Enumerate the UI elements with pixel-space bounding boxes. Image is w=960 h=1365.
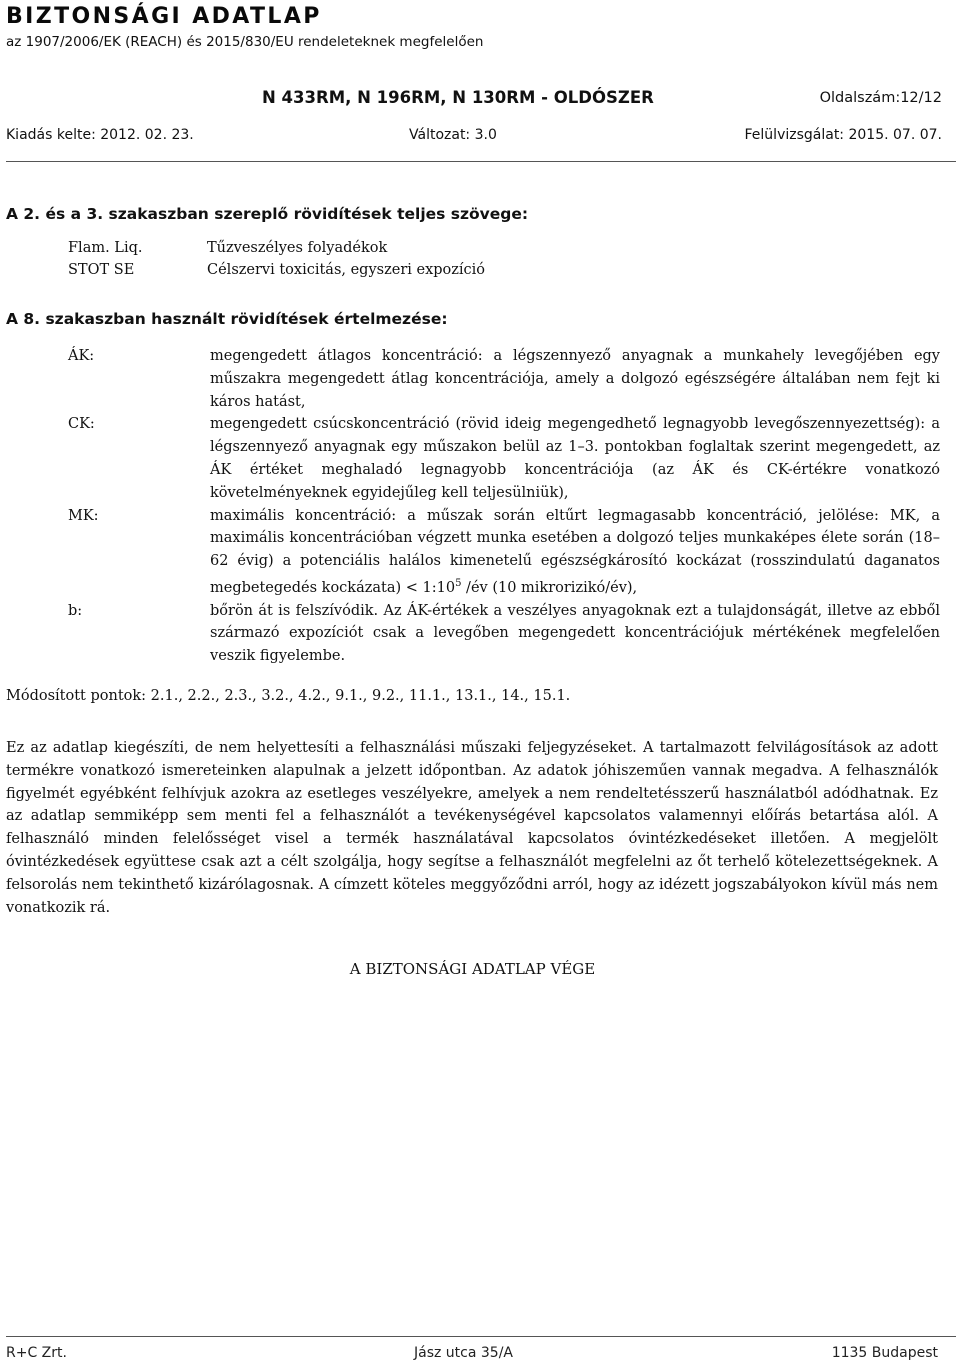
abbreviation-text: Célszervi toxicitás, egyszeri expozíció (207, 262, 486, 278)
issue-date: Kiadás kelte: 2012. 02. 23. (6, 127, 194, 143)
definition-term: MK: (68, 507, 99, 524)
header-divider (6, 161, 956, 162)
definition-row (68, 600, 940, 668)
definition-text: megengedett átlagos koncentráció: a légszennyező anyagnak a munkahely levegőjében egy műszakra megengedett átlag koncentrációja, amely a dolgozó egészségére általában nem fejt ki káros hatást, (210, 348, 940, 410)
abbreviation-term: STOT SE (68, 262, 135, 278)
footer-city: 1135 Budapest (831, 1345, 938, 1361)
definition-row (68, 505, 940, 600)
abbreviation-row (68, 237, 485, 259)
document-subtitle: az 1907/2006/EK (REACH) és 2015/830/EU rendeleteknek megfelelően (6, 34, 484, 50)
definitions-heading: A 8. szakaszban használt rövidítések értelmezése: (6, 310, 448, 328)
footer-company: R+C Zrt. (6, 1345, 67, 1361)
definitions-list (68, 345, 940, 668)
abbreviation-term: Flam. Liq. (68, 240, 143, 256)
definition-text-tail: /év (10 mikrorizikó/év), (461, 579, 638, 596)
page-number: Oldalszám:12/12 (819, 90, 942, 106)
version: Változat: 3.0 (409, 127, 497, 143)
definition-term: b: (68, 602, 83, 619)
abbreviation-text: Tűzveszélyes folyadékok (207, 240, 388, 256)
definition-text-main: maximális koncentráció: a műszak során eltűrt legmagasabb koncentráció, jelölése: MK, a maximális koncentrációban végzett munka esetében a dolgozó teljes munkaképes élete során (18–62 évig) a potenciális halálos kimenetelű egészségkárosító kockázat (rosszindulatú daganatos megbetegedés kockázata) < 1:10 (210, 507, 940, 596)
exponent: 5 (455, 577, 462, 589)
disclaimer-paragraph: Ez az adatlap kiegészíti, de nem helyettesíti a felhasználási műszaki feljegyzéseket. A tartalmazott felvilágosítások az adott termékre vonatkozó ismereteinken alapulnak a jelzett időpontban. Az adatok jóhiszeműen vannak megadva. A felhasználók figyelmét egyébként felhívjuk azokra az esetleges veszélyekre, amelyek a nem rendeltetésszerű használatból adódhatnak. Ez az adatlap semmiképp sem menti fel a felhasználót a tevékenységével kapcsolatos valamennyi előírás betartása alól. A felhasználó minden felelősséget visel a termék használatával kapcsolatos óvintézkedéseket illetően. A megjelölt óvintézkedések együttese csak azt a célt szolgálja, hogy segítse a felhasználót megfelelni az őt terhelő kötelezettségeknek. A felsorolás nem tekinthető kizárólagosnak. A címzett köteles meggyőződni arról, hogy az idézett jogszabályokon kívül más nem vonatkozik rá. (6, 740, 938, 916)
footer-address: Jász utca 35/A (414, 1345, 513, 1361)
abbreviations-heading: A 2. és a 3. szakaszban szereplő rövidítések teljes szövege: (6, 205, 529, 223)
definition-text: bőrön át is felszívódik. Az ÁK-értékek a veszélyes anyagoknak ezt a tulajdonságát, illetve az ebből származó expozíciót csak a levegőben megengedett koncentrációjuk mértékének megfelelően veszik figyelembe. (210, 602, 940, 665)
definition-text: megengedett csúcskoncentráció (rövid ideig megengedhető legnagyobb levegőszennyezettség): a légszennyező anyagnak egy műszakon belül az 1–3. pontokban foglaltak szerint megengedett, az ÁK értéket meghaladó legnagyobb koncentrációja (az ÁK és CK-értékre vonatkozó követelményeknek egyidejűleg kell teljesülniük), (210, 416, 940, 501)
definition-term: CK: (68, 416, 95, 433)
end-of-document-title: A BIZTONSÁGI ADATLAP VÉGE (349, 960, 596, 978)
definition-row (68, 345, 940, 413)
revision-date: Felülvizsgálat: 2015. 07. 07. (744, 127, 942, 143)
definition-term: ÁK: (68, 348, 95, 364)
document-title: BIZTONSÁGI ADATLAP (6, 4, 322, 29)
product-name: N 433RM, N 196RM, N 130RM - OLDÓSZER (262, 88, 654, 107)
modified-points: Módosított pontok: 2.1., 2.2., 2.3., 3.2., 4.2., 9.1., 9.2., 11.1., 13.1., 14., 15.1. (6, 688, 571, 704)
definition-row (68, 413, 940, 504)
footer-divider (6, 1336, 956, 1337)
definition-text (210, 505, 940, 600)
abbreviation-row (68, 259, 485, 281)
abbreviations-list (68, 237, 485, 281)
